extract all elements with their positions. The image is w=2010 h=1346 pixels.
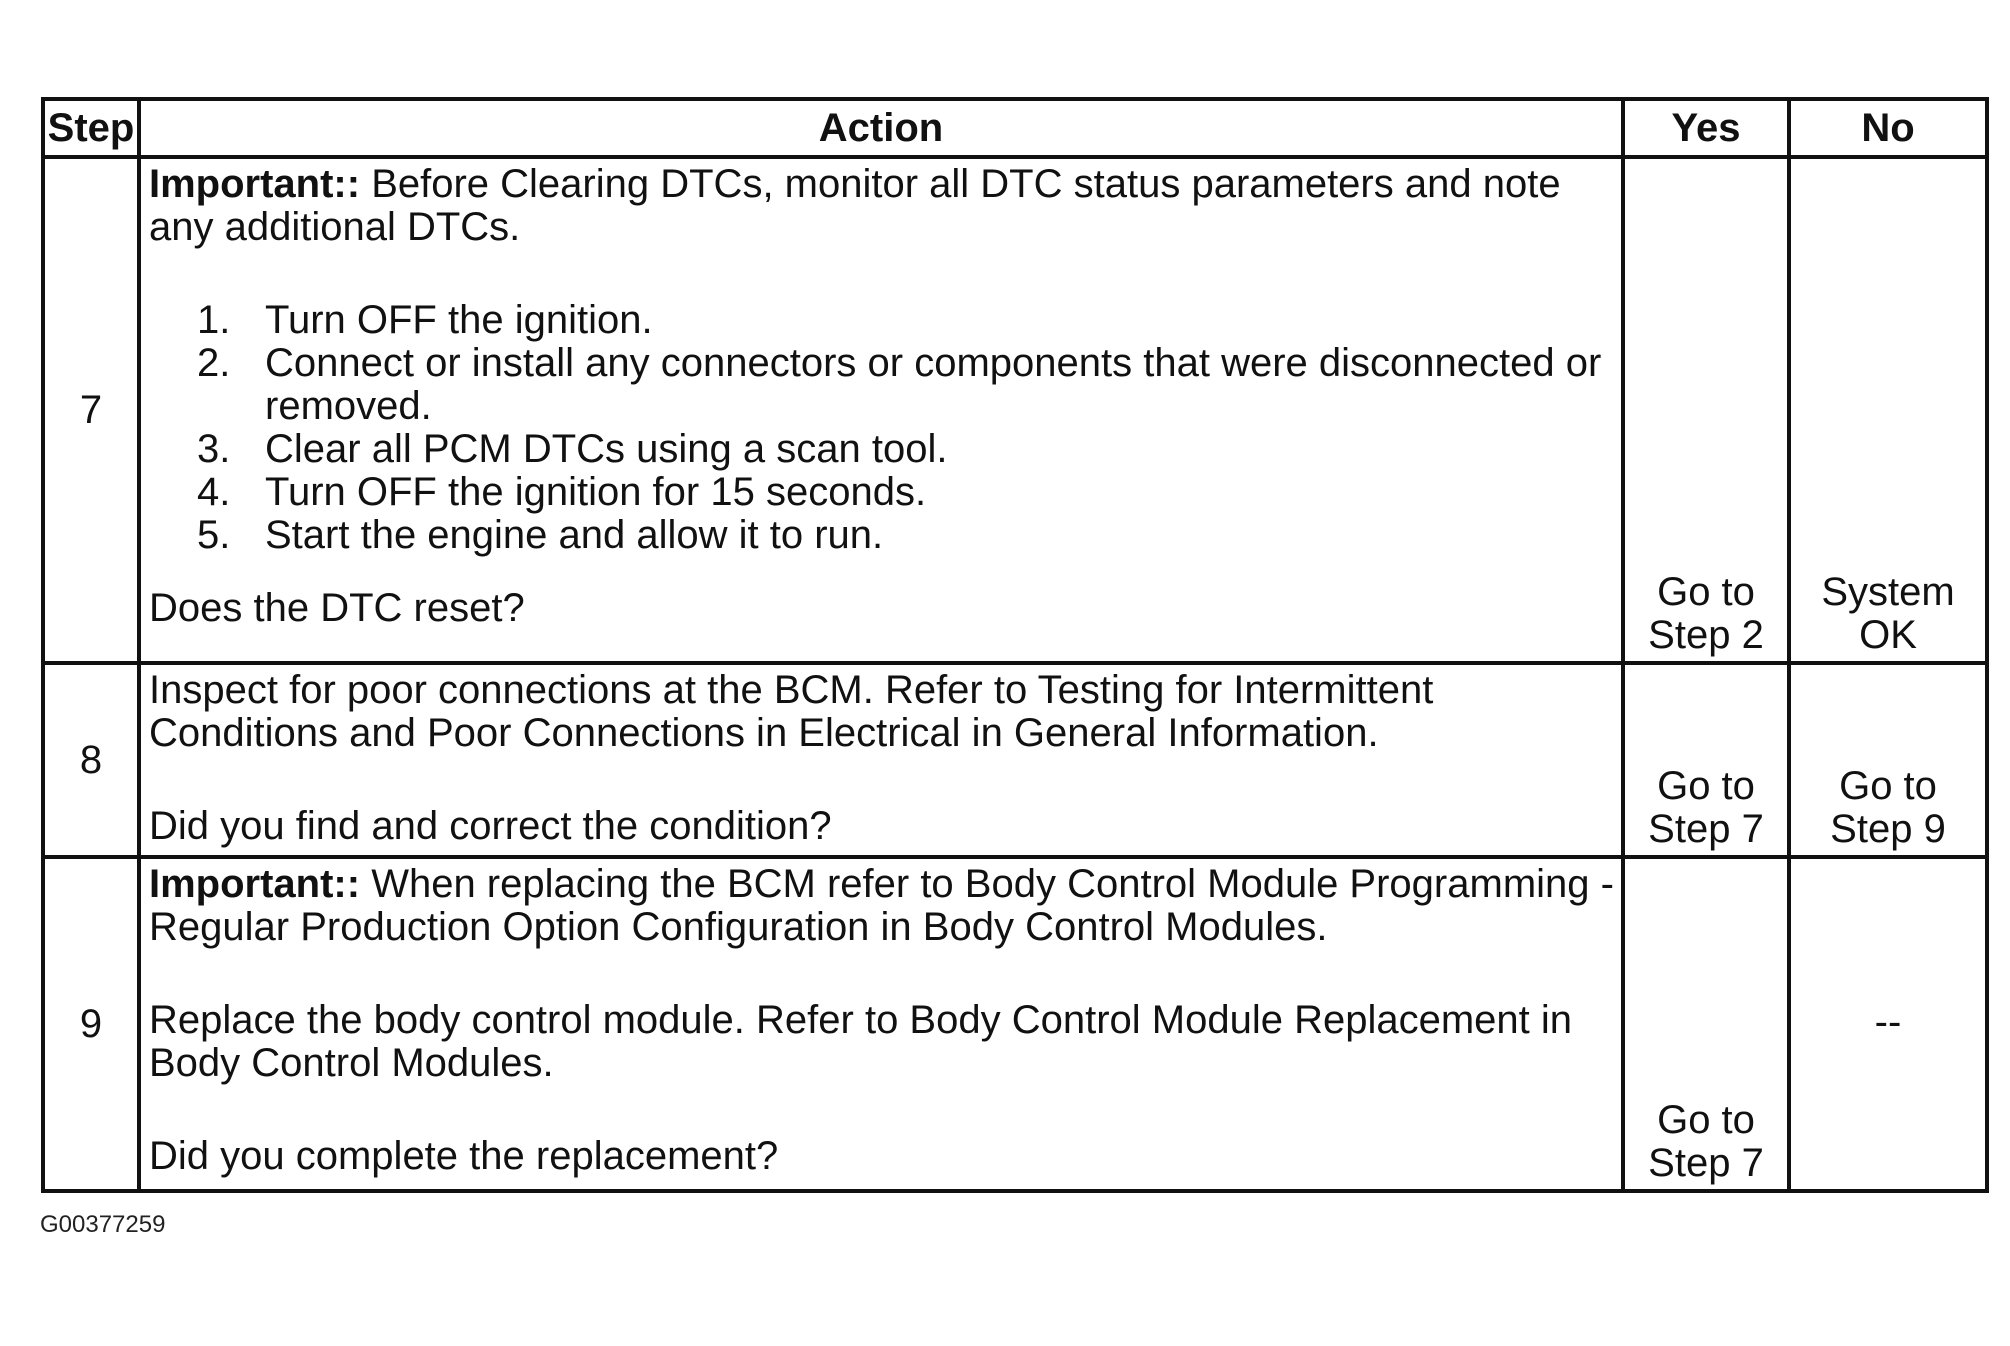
question-text: Did you complete the replacement? xyxy=(149,1134,779,1178)
table-row-step-7 xyxy=(43,157,1987,663)
outcome-line: Step 9 xyxy=(1830,807,1946,851)
header-yes: Yes xyxy=(1623,99,1789,157)
no-outcome xyxy=(1789,157,1987,663)
important-note xyxy=(149,159,1615,249)
step-number: 9 xyxy=(43,857,139,1191)
no-outcome: -- xyxy=(1789,857,1987,1191)
diagnostic-table xyxy=(41,97,1989,1193)
list-item-number: 2. xyxy=(197,341,231,385)
header-action: Action xyxy=(139,99,1623,157)
yes-outcome xyxy=(1623,663,1789,857)
list-item xyxy=(149,342,1615,428)
no-outcome xyxy=(1789,663,1987,857)
list-item-text: Start the engine and allow it to run. xyxy=(265,513,884,557)
list-item-text: Clear all PCM DTCs using a scan tool. xyxy=(265,427,948,471)
question-text: Does the DTC reset? xyxy=(149,586,525,630)
list-item-number: 5. xyxy=(197,513,231,557)
outcome-line: Go to xyxy=(1657,1098,1755,1142)
important-text: Before Clearing DTCs, monitor all DTC status parameters and note any additional DTCs. xyxy=(149,162,1561,249)
important-label: Important:: xyxy=(149,862,361,906)
list-item-text: Turn OFF the ignition for 15 seconds. xyxy=(265,470,927,514)
list-item xyxy=(149,471,1615,514)
outcome-line: Step 7 xyxy=(1648,807,1764,851)
instruction-text: Inspect for poor connections at the BCM. Refer to Testing for Intermittent Conditions and Poor Connections in Electrical in General Information. xyxy=(149,668,1434,755)
action-cell xyxy=(139,857,1623,1191)
important-note xyxy=(149,859,1615,949)
header-no: No xyxy=(1789,99,1987,157)
action-cell xyxy=(139,663,1623,857)
header-step: Step xyxy=(43,99,139,157)
list-item xyxy=(149,514,1615,557)
procedure-list xyxy=(149,299,1615,557)
list-item xyxy=(149,428,1615,471)
list-item-text: Turn OFF the ignition. xyxy=(265,298,653,342)
outcome-line: Step 7 xyxy=(1648,1141,1764,1185)
yes-outcome xyxy=(1623,857,1789,1191)
outcome-line: System xyxy=(1821,570,1955,614)
table-row-step-9 xyxy=(43,857,1987,1191)
important-label: Important:: xyxy=(149,162,361,206)
instruction-text: Replace the body control module. Refer to Body Control Module Replacement in Body Control Modules. xyxy=(149,998,1573,1085)
list-item-number: 4. xyxy=(197,470,231,514)
outcome-line: Go to xyxy=(1839,764,1937,808)
step-number: 7 xyxy=(43,157,139,663)
list-item xyxy=(149,299,1615,342)
list-item-number: 1. xyxy=(197,298,231,342)
yes-outcome xyxy=(1623,157,1789,663)
question-text: Did you find and correct the condition? xyxy=(149,804,832,848)
figure-id: G00377259 xyxy=(40,1211,166,1238)
outcome-line: Go to xyxy=(1657,764,1755,808)
table-header-row xyxy=(43,99,1987,157)
important-text: When replacing the BCM refer to Body Control Module Programming - Regular Production Option Configuration in Body Control Modules. xyxy=(149,862,1614,949)
list-item-text: Connect or install any connectors or components that were disconnected or removed. xyxy=(265,341,1602,428)
outcome-line: Step 2 xyxy=(1648,613,1764,657)
outcome-line: Go to xyxy=(1657,570,1755,614)
table-row-step-8 xyxy=(43,663,1987,857)
list-item-number: 3. xyxy=(197,427,231,471)
step-number: 8 xyxy=(43,663,139,857)
action-cell xyxy=(139,157,1623,663)
outcome-line: OK xyxy=(1859,613,1917,657)
